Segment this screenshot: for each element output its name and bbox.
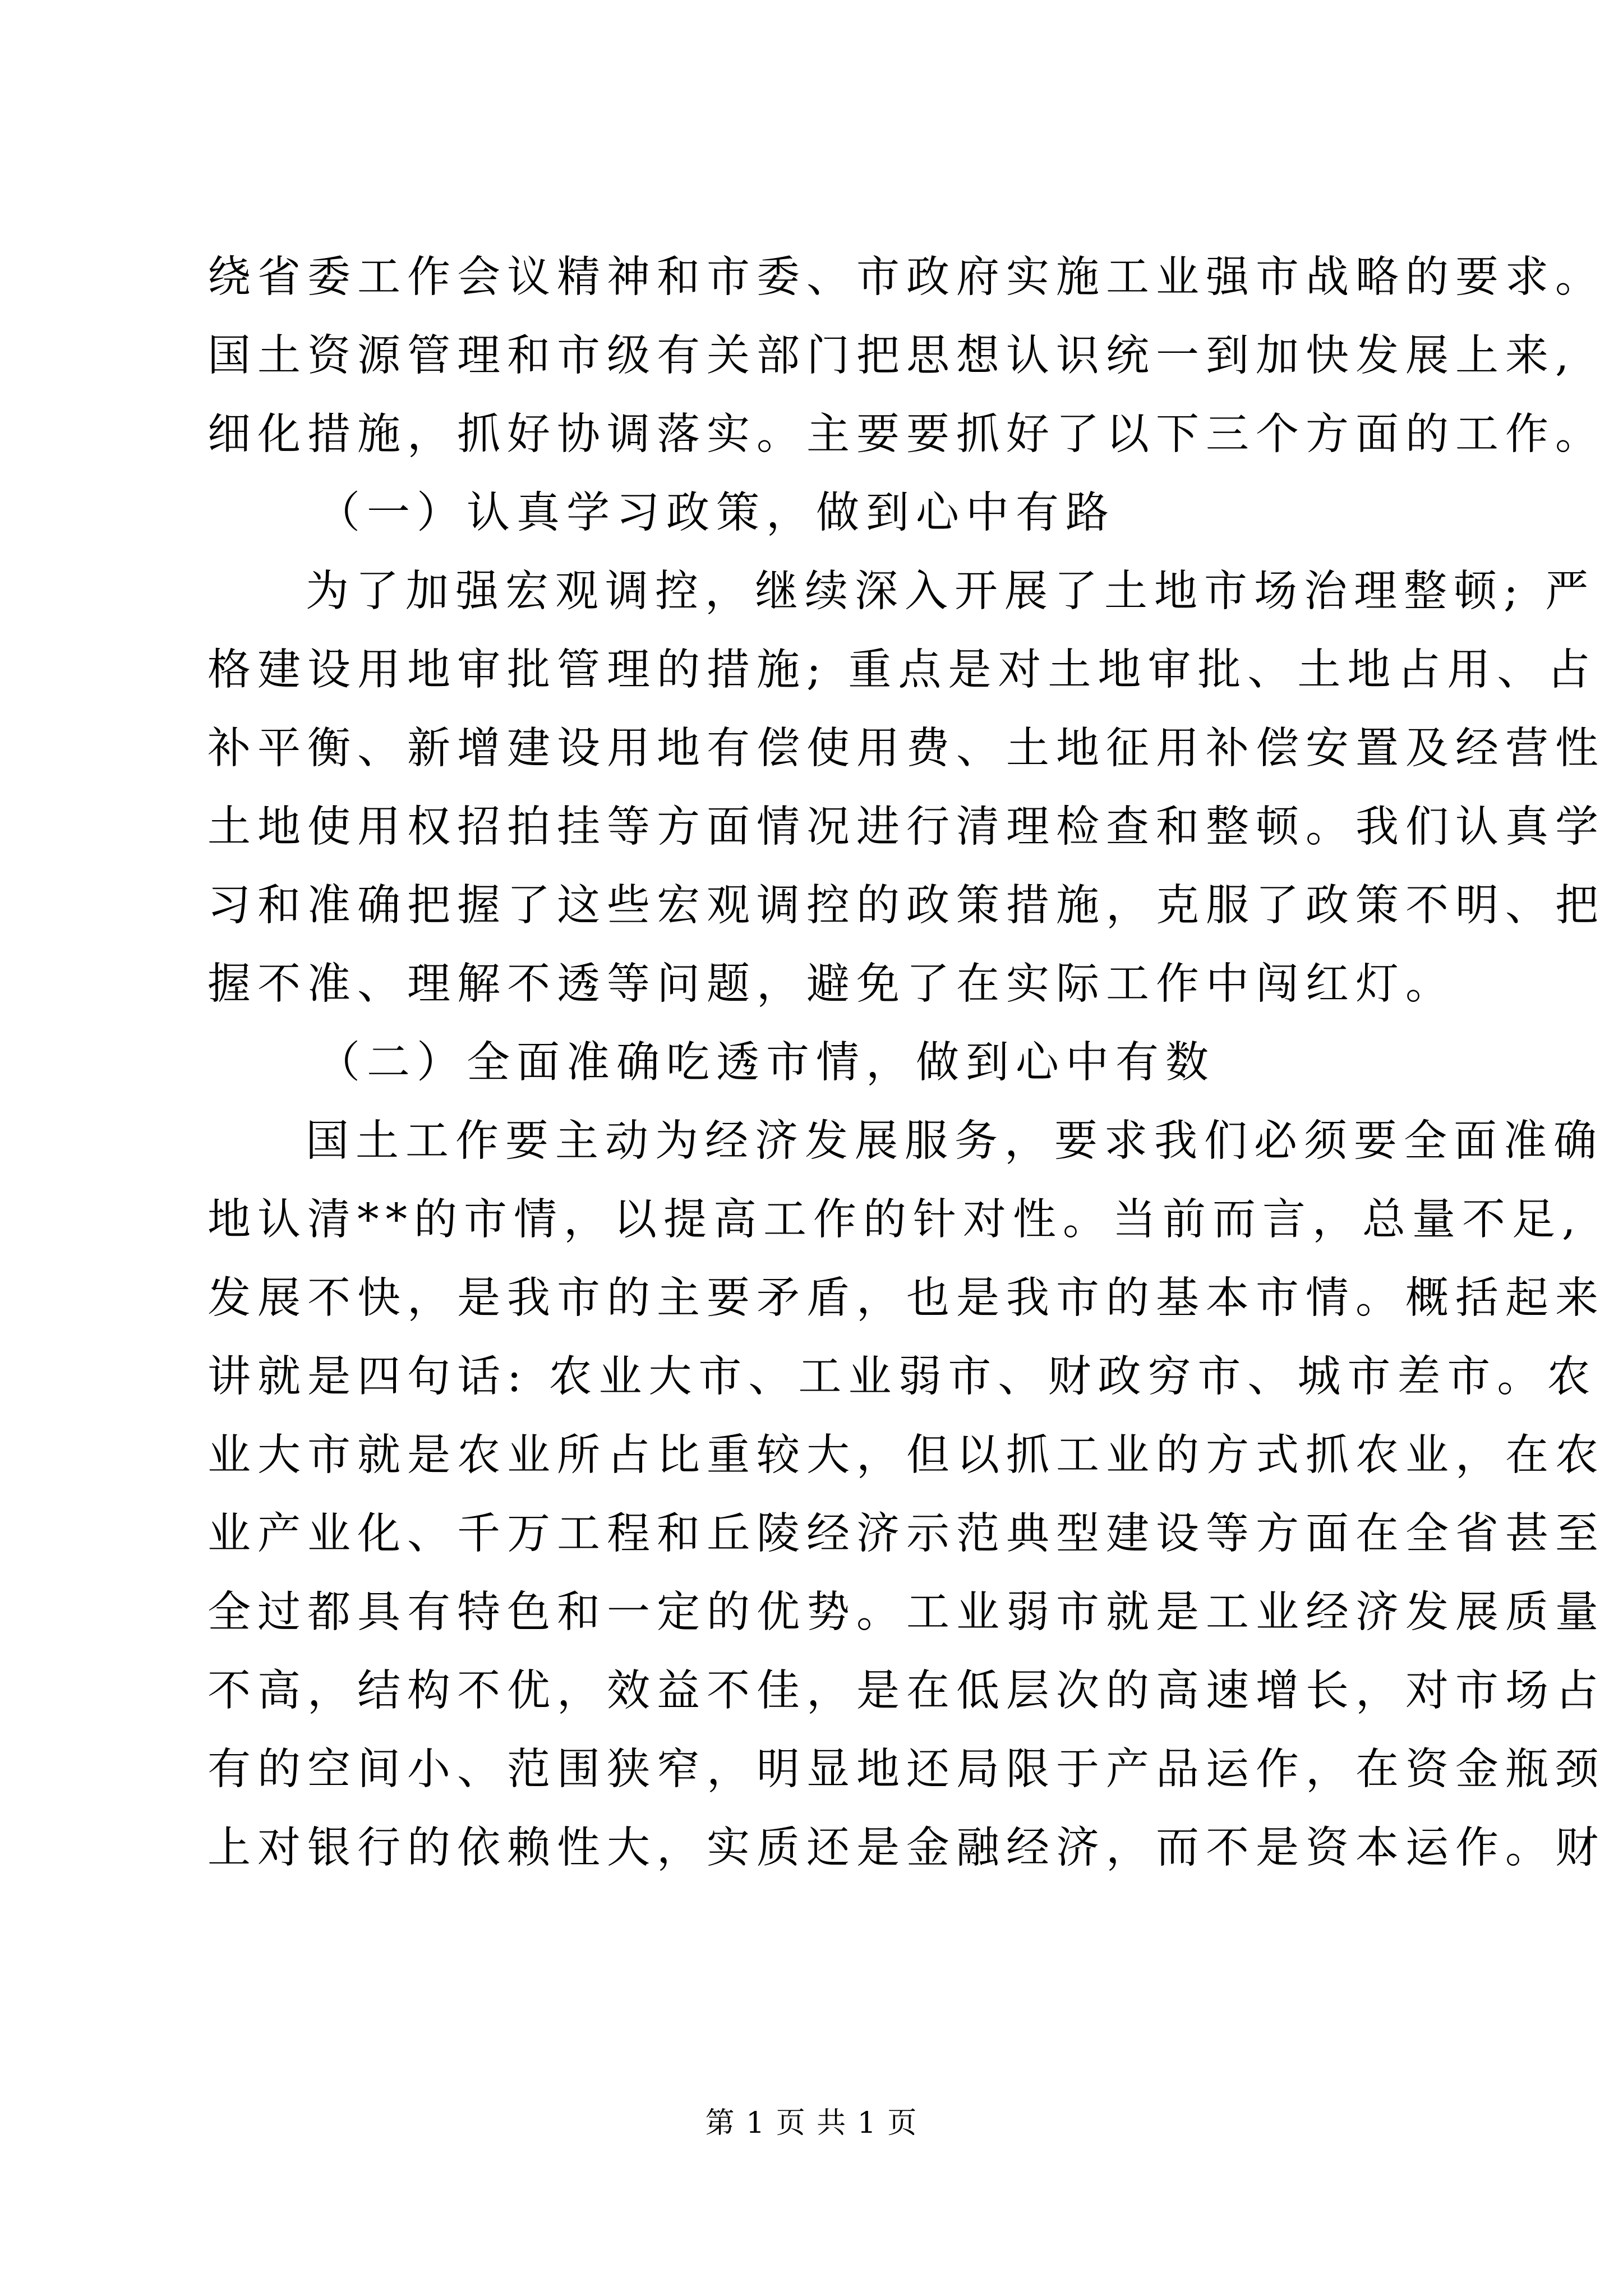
text-line: 格建设用地审批管理的措施; 重点是对土地审批、土地占用、占 bbox=[208, 645, 1597, 695]
page-footer bbox=[0, 2104, 1623, 2143]
text-line: 为了加强宏观调控，继续深入开展了土地市场治理整顿; 严 bbox=[306, 567, 1596, 616]
text-line: 细化措施，抓好协调落实。主要要抓好了以下三个方面的工作。 bbox=[208, 409, 1605, 459]
text-line: 补平衡、新增建设用地有偿使用费、土地征用补偿安置及经营性 bbox=[208, 724, 1605, 774]
text-line: 全过都具有特色和一定的优势。工业弱市就是工业经济发展质量 bbox=[208, 1588, 1605, 1637]
text-line: 上对银行的依赖性大，实质还是金融经济，而不是资本运作。财 bbox=[208, 1823, 1605, 1873]
text-line: 发展不快，是我市的主要矛盾，也是我市的基本市情。概括起来 bbox=[208, 1273, 1605, 1323]
text-line: 有的空间小、范围狭窄，明显地还局限于产品运作，在资金瓶颈 bbox=[208, 1745, 1605, 1795]
text-line: 国土资源管理和市级有关部门把思想认识统一到加快发展上来, bbox=[208, 331, 1576, 381]
text-line: 地认清**的市情，以提高工作的针对性。当前而言，总量不足, bbox=[208, 1195, 1583, 1245]
text-line: 绕省委工作会议精神和市委、市政府实施工业强市战略的要求。 bbox=[208, 252, 1605, 302]
text-line: 讲就是四句话: 农业大市、工业弱市、财政穷市、城市差市。农 bbox=[208, 1352, 1597, 1402]
text-line: 握不准、理解不透等问题，避免了在实际工作中闯红灯。 bbox=[208, 959, 1455, 1009]
page-number: 第 1 页 共 1 页 bbox=[705, 2106, 918, 2140]
section-heading: （一）认真学习政策，做到心中有路 bbox=[317, 488, 1115, 538]
text-line: 土地使用权招拍挂等方面情况进行清理检查和整顿。我们认真学 bbox=[208, 802, 1605, 852]
text-line: 业产业化、千万工程和丘陵经济示范典型建设等方面在全省甚至 bbox=[208, 1509, 1605, 1559]
text-line: 不高，结构不优，效益不佳，是在低层次的高速增长，对市场占 bbox=[208, 1666, 1605, 1716]
text-line: 业大市就是农业所占比重较大，但以抓工业的方式抓农业，在农 bbox=[208, 1430, 1605, 1480]
section-heading: （二）全面准确吃透市情，做到心中有数 bbox=[317, 1038, 1215, 1088]
text-line: 习和准确把握了这些宏观调控的政策措施，克服了政策不明、把 bbox=[208, 881, 1605, 931]
text-line: 国土工作要主动为经济发展服务，要求我们必须要全面准确 bbox=[306, 1116, 1603, 1166]
